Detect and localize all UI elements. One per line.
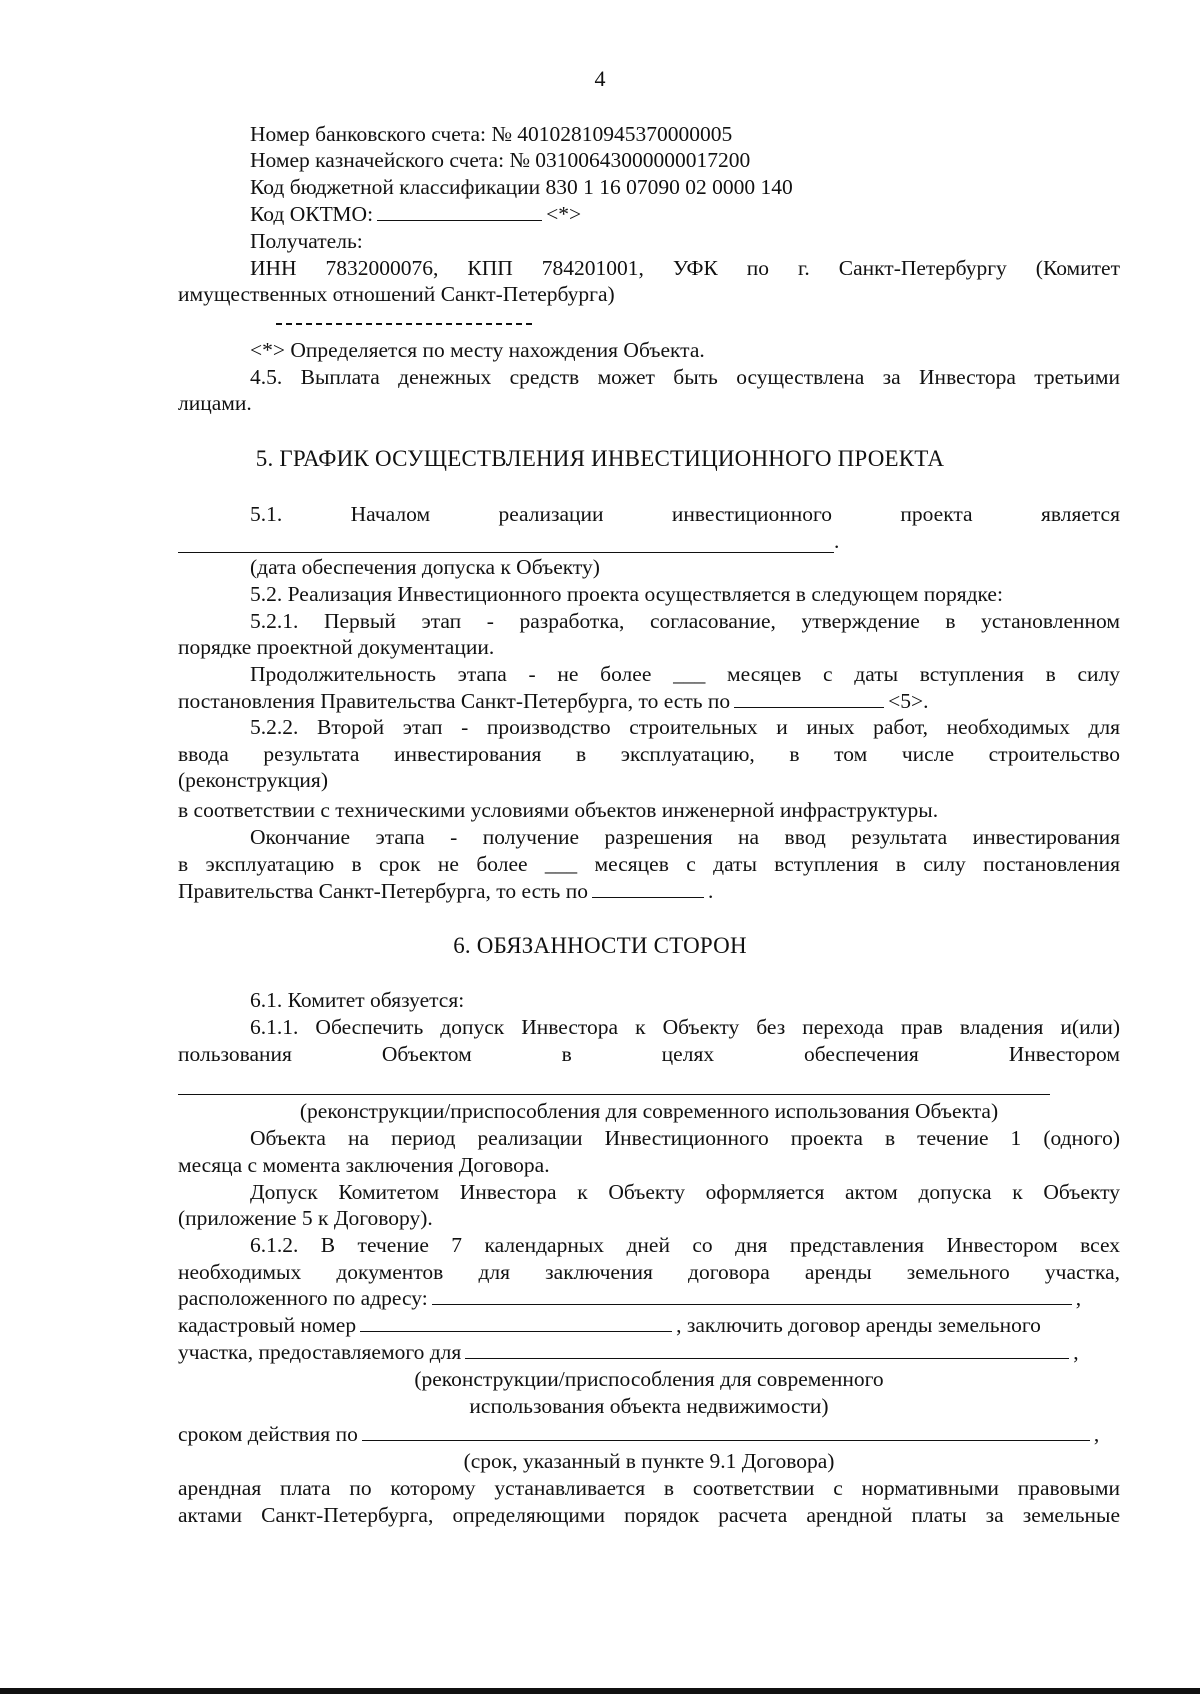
cadastral-line	[178, 1312, 1041, 1338]
recipient-label: Получатель:	[250, 229, 363, 253]
duration-date-blank	[734, 706, 884, 708]
p5-2-1-line-2: порядке проектной документации.	[178, 635, 495, 659]
access-line-2: (приложение 5 к Договору).	[178, 1206, 433, 1230]
duration-footnote: <5>.	[888, 689, 929, 713]
cadastral-suffix: , заключить договор аренды земельного	[676, 1313, 1041, 1337]
footnote-text: <*> Определяется по месту нахождения Объекта.	[250, 338, 705, 362]
p5-1-word: инвестиционного	[671, 502, 833, 526]
provided-for-blank	[465, 1357, 1069, 1359]
p5-1-word: проекта	[900, 502, 973, 526]
term-hint: (срок, указанный в пункте 9.1 Договора)	[463, 1449, 835, 1473]
address-blank	[432, 1303, 1072, 1305]
treasury-account-line: Номер казначейского счета: № 03100643000000017200	[250, 148, 751, 172]
p6-1-1-line-1: 6.1.1. Обеспечить допуск Инвестора к Объекту без перехода прав владения и(или)	[250, 1015, 1120, 1039]
p4-5-line-2: лицами.	[178, 391, 252, 415]
p5-2-2-line-2: ввода результата инвестирования в эксплуатацию, в том числе строительство	[178, 742, 1120, 766]
p6-1-1-blank	[178, 1094, 1050, 1095]
footnote-separator	[276, 323, 532, 325]
p6-1-2-line-1: 6.1.2. В течение 7 календарных дней со дня представления Инвестором всех	[250, 1233, 1120, 1257]
p6-1-1-word: пользования	[178, 1042, 292, 1066]
p5-1-line	[250, 501, 1120, 527]
p5-2-2-line-1: 5.2.2. Второй этап - производство строительных и иных работ, необходимых для	[250, 715, 1120, 739]
end-line-2: в эксплуатацию в срок не более ___ месяцев с даты вступления в силу постановления	[178, 852, 1120, 876]
p5-2-1-line-1: 5.2.1. Первый этап - разработка, согласование, утверждение в установленном	[250, 609, 1120, 633]
end-line-1: Окончание этапа - получение разрешения на ввод результата инвестирования	[250, 825, 1120, 849]
hint2-line-2: использования объекта недвижимости)	[469, 1394, 829, 1418]
bank-account-line: Номер банковского счета: № 40102810945370000005	[250, 122, 733, 146]
object-line-1: Объекта на период реализации Инвестиционного проекта в течение 1 (одного)	[250, 1126, 1120, 1150]
recipient-line-2: имущественных отношений Санкт-Петербурга)	[178, 282, 615, 306]
section-6-heading: 6. ОБЯЗАННОСТИ СТОРОН	[453, 933, 747, 958]
p5-1-blank	[178, 552, 834, 553]
term-label: сроком действия по	[178, 1422, 358, 1446]
end-line-3	[178, 878, 713, 904]
term-line: сроком действия по ,	[178, 1422, 1100, 1446]
end-date-blank	[592, 896, 704, 898]
p5-1-hint: (дата обеспечения допуска к Объекту)	[250, 555, 600, 579]
access-line-1: Допуск Комитетом Инвестора к Объекту оформляется актом допуска к Объекту	[250, 1180, 1120, 1204]
p6-1-text: 6.1. Комитет обязуется:	[250, 988, 465, 1012]
term-blank	[362, 1439, 1090, 1441]
p5-2-2-line-3: (реконструкция)	[178, 768, 328, 792]
duration-text: постановления Правительства Санкт-Петербурга, то есть по	[178, 689, 731, 713]
p5-1-word: 5.1.	[250, 502, 283, 526]
p6-1-1-word: Объектом	[381, 1042, 472, 1066]
provided-for-line: участка, предоставляемого для ,	[178, 1340, 1079, 1364]
duration-line-1: Продолжительность этапа - не более ___ месяцев с даты вступления в силу	[250, 662, 1120, 686]
recipient-line-1: ИНН 7832000076, КПП 784201001, УФК по г. Санкт-Петербургу (Комитет	[250, 256, 1120, 280]
section-5-heading: 5. ГРАФИК ОСУЩЕСТВЛЕНИЯ ИНВЕСТИЦИОННОГО ПРОЕКТА	[255, 446, 945, 471]
duration-line-2	[178, 688, 929, 714]
page-number: 4	[594, 66, 606, 91]
provided-for-label: участка, предоставляемого для	[178, 1340, 462, 1364]
budget-code-line: Код бюджетной классификации 830 1 16 07090 02 0000 140	[250, 175, 793, 199]
p5-1-word: является	[1040, 502, 1120, 526]
oktmo-label: Код ОКТМО:	[250, 202, 374, 226]
cadastral-blank	[360, 1330, 672, 1332]
rent-line-2: актами Санкт-Петербурга, определяющими порядок расчета арендной платы за земельные	[178, 1503, 1120, 1527]
scan-bottom-edge	[0, 1688, 1200, 1694]
p6-1-1-word: в	[561, 1042, 572, 1066]
p6-1-1-word: обеспечения	[804, 1042, 919, 1066]
p6-1-2-line-3: расположенного по адресу: ,	[178, 1286, 1082, 1310]
p5-2-2-line-4: в соответствии с техническими условиями объектов инженерной инфраструктуры.	[178, 798, 939, 822]
p6-1-1-word: Инвестором	[1008, 1042, 1120, 1066]
address-label: расположенного по адресу:	[178, 1286, 428, 1310]
p5-2-text: 5.2. Реализация Инвестиционного проекта осуществляется в следующем порядке:	[250, 582, 1003, 606]
oktmo-blank	[377, 219, 542, 221]
oktmo-line	[250, 201, 581, 227]
p5-1-period: .	[834, 529, 840, 553]
p5-1-word: реализации	[498, 502, 604, 526]
p5-1-word: Началом	[350, 502, 431, 526]
cadastral-label: кадастровый номер	[178, 1313, 357, 1337]
p4-5-line-1: 4.5. Выплата денежных средств может быть осуществлена за Инвестора третьими	[250, 365, 1120, 389]
oktmo-footnote-mark: <*>	[546, 202, 582, 226]
hint2-line-1: (реконструкции/приспособления для современного	[414, 1367, 884, 1391]
p6-1-1-line-2	[178, 1041, 1120, 1067]
p6-1-1-word: целях	[661, 1042, 715, 1066]
end-period: .	[707, 879, 714, 903]
object-line-2: месяца с момента заключения Договора.	[178, 1153, 550, 1177]
end-text: Правительства Санкт-Петербурга, то есть по	[178, 879, 588, 903]
rent-line-1: арендная плата по которому устанавливается в соответствии с нормативными правовыми	[178, 1476, 1120, 1500]
p6-1-1-hint: (реконструкции/приспособления для современного использования Объекта)	[299, 1099, 999, 1123]
p6-1-2-line-2: необходимых документов для заключения договора аренды земельного участка,	[178, 1260, 1120, 1284]
